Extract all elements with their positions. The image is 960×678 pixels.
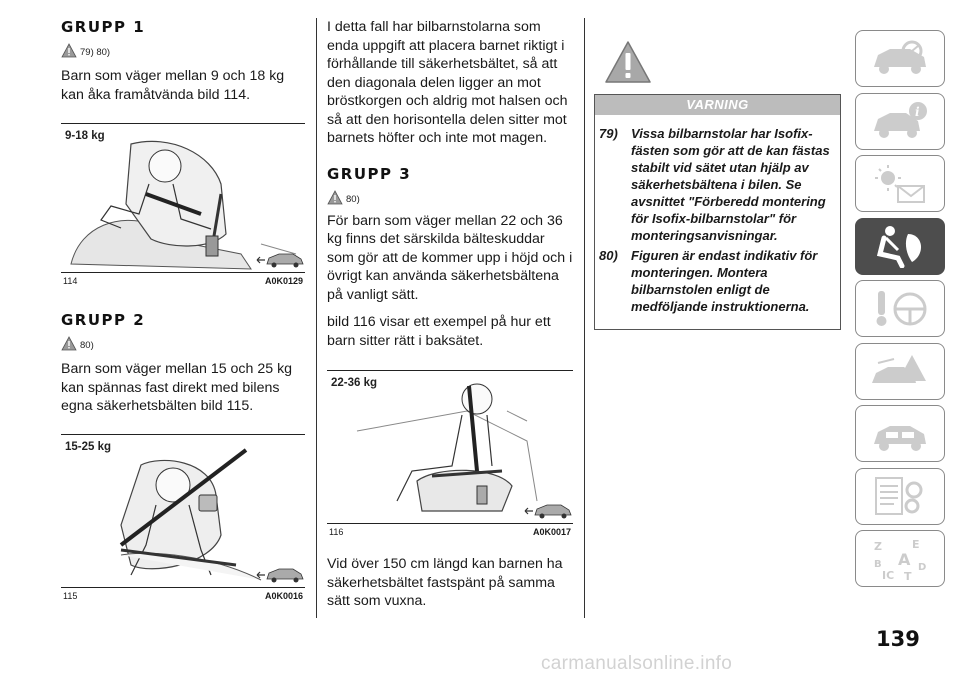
child-seat-forward-illustration [61, 124, 305, 272]
column-left [61, 18, 305, 601]
column-middle [327, 18, 573, 611]
figure-reference-text: bild 116 visar ett exempel på hur ett barn sitter rätt i baksätet. [327, 314, 551, 349]
figure-114 [61, 123, 305, 273]
figure-weight-label: 15-25 kg [65, 440, 112, 453]
figure-code: A0K0017 [532, 527, 571, 537]
svg-text:A: A [898, 549, 911, 569]
figure-116-caption [327, 524, 573, 537]
svg-text:Z: Z [874, 539, 882, 553]
grupp1-heading: GRUPP 1 [61, 18, 146, 36]
tab-dashboard[interactable] [855, 30, 945, 87]
tab-technical-data[interactable] [855, 468, 945, 525]
warning-lights-icon [868, 162, 932, 206]
tab-safety[interactable] [855, 218, 945, 275]
svg-text:IC: IC [882, 568, 895, 581]
car-pictogram-icon [525, 505, 571, 519]
booster-seat-illustration [61, 435, 305, 587]
tab-maintenance[interactable] [855, 405, 945, 462]
warning-box [594, 94, 841, 330]
warning-triangle-icon [327, 190, 343, 205]
key-steering-icon [868, 287, 932, 331]
warning-title: VARNING [595, 95, 840, 115]
footnote-refs: 80) [346, 193, 360, 205]
figure-weight-label: 9-18 kg [65, 130, 105, 142]
watermark: carmanualsonline.info [541, 653, 733, 674]
alphabetical-index-icon [868, 537, 932, 581]
svg-text:T: T [904, 569, 912, 581]
emergency-car-icon [868, 349, 932, 393]
tab-info[interactable] [855, 93, 945, 150]
seat-purpose-text: I detta fall har bilbarnstolarna som enda uppgift att placera barnet riktigt i förhållande till säkerhetsbältet, så att den diagonala delen ligger an mot bröstkorgen och aldrig mot halsen och så att den horisontella delen sitter mot barnets höfter och inte mot magen. [327, 19, 568, 146]
specifications-icon [868, 474, 932, 518]
car-maintenance-icon [868, 412, 932, 456]
warning-triangle-icon [61, 336, 77, 351]
figure-115 [61, 434, 305, 588]
column-divider [316, 18, 317, 618]
adult-belt-text: Vid över 150 cm längd kan barnen ha säkerhetsbältet fastspänt på samma sätt som vuxna. [327, 556, 563, 609]
page-number: 139 [876, 627, 920, 651]
warning-item-number: 80) [599, 248, 618, 263]
tab-index[interactable] [855, 530, 945, 587]
figure-weight-label: 22-36 kg [331, 377, 378, 389]
car-pictogram-icon [257, 254, 303, 268]
svg-text:i: i [915, 105, 920, 119]
figure-number: 116 [329, 527, 344, 537]
figure-114-caption [61, 273, 305, 286]
figure-code: A0K0016 [264, 590, 303, 601]
svg-text:D: D [918, 561, 927, 573]
footnote-refs: 79) 80) [80, 47, 111, 58]
car-pictogram-icon [257, 569, 303, 583]
grupp2-refs [61, 333, 305, 351]
figure-115-caption [61, 588, 305, 601]
svg-text:E: E [912, 537, 920, 551]
tab-starting[interactable] [855, 280, 945, 337]
figure-number: 115 [63, 590, 78, 601]
grupp3-text: För barn som väger mellan 22 och 36 kg finns det särskilda bälteskuddar som gör att de kommer upp i höjd och i övrigt kan använda säkerhetsbältena på vanligt sätt. [327, 212, 573, 303]
warning-triangle-icon [604, 40, 652, 84]
grupp1-text: Barn som väger mellan 9 och 18 kg kan åka framåtvända bild 114. [61, 68, 285, 103]
booster-cushion-illustration [327, 371, 573, 523]
grupp1-refs [61, 40, 305, 58]
warning-triangle-icon [61, 43, 77, 58]
svg-text:B: B [874, 558, 882, 570]
tab-emergency[interactable] [855, 343, 945, 400]
warning-item-number: 79) [599, 126, 618, 141]
chapter-tabs [855, 30, 945, 593]
grupp2-text: Barn som väger mellan 15 och 25 kg kan spännas fast direkt med bilens egna säkerhetsbälten bild 115. [61, 361, 293, 414]
car-info-icon [868, 99, 932, 143]
car-dashboard-icon [868, 37, 932, 81]
column-divider [584, 18, 585, 618]
figure-116 [327, 370, 573, 524]
warning-item-text: Figuren är endast indikativ för monteringen. Montera bilbarnstolen enligt de medföljande instruktionerna. [631, 248, 818, 314]
airbag-seat-icon [868, 224, 932, 268]
grupp3-heading: GRUPP 3 [327, 164, 412, 183]
warning-body [595, 115, 840, 329]
figure-number: 114 [63, 276, 78, 286]
grupp2-heading: GRUPP 2 [61, 311, 146, 329]
warning-item-text: Vissa bilbarnstolar har Isofix-fästen som gör att de kan fästas stabilt vid sätet utan hjälp av säkerhetsbältena i bilen. Se avsnittet "Förberedd montering för Isofix-bilbarnstolar" för monteringsanvisningar. [631, 126, 830, 243]
tab-warning-lights[interactable] [855, 155, 945, 212]
figure-code: A0K0129 [264, 276, 303, 286]
warning-item [599, 247, 834, 315]
grupp3-refs [327, 187, 573, 205]
warning-item [599, 125, 834, 244]
footnote-refs: 80) [80, 340, 94, 351]
column-right [594, 18, 841, 330]
